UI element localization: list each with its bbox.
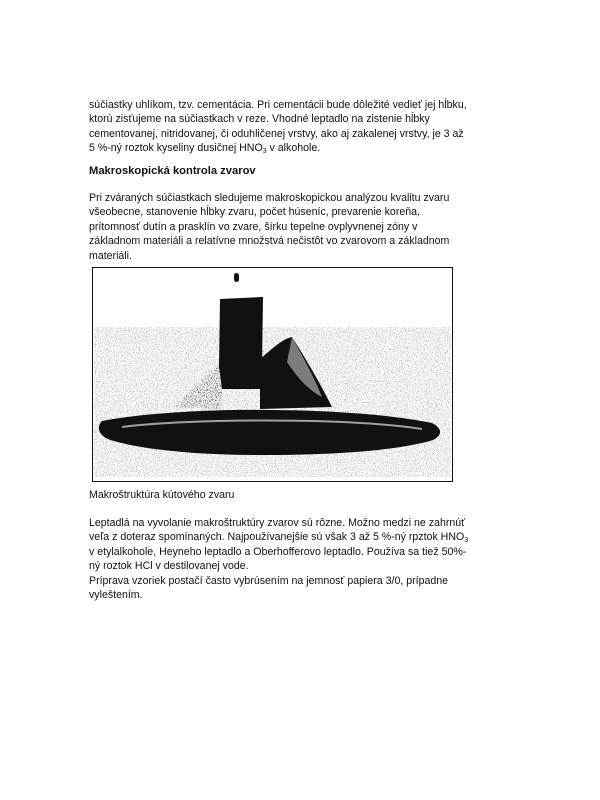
figure-caption: Makroštruktúra kútového zvaru bbox=[89, 489, 235, 501]
text-line: súčiastky uhlíkom, tzv. cementácia. Pri cementácii bude dôležité vedieť jej hĺbku, bbox=[89, 99, 467, 111]
text-line: Príprava vzoriek postačí často vybrúsením na jemnosť papiera 3/0, prípadne bbox=[89, 574, 449, 587]
paragraph-weld-analysis bbox=[89, 191, 529, 263]
text-line: materiáli. bbox=[89, 249, 132, 262]
text-line: Pri zváraných súčiastkach sledujeme makroskopickou analýzou kvalitu zvaru bbox=[89, 192, 450, 204]
subscript: 3 bbox=[464, 537, 469, 545]
section-heading: Makroskopická kontrola zvarov bbox=[89, 165, 256, 177]
weld-macrostructure-figure bbox=[92, 267, 453, 482]
text-line: vyleštením. bbox=[89, 589, 143, 602]
text-line: cementovanej, nitridovanej, či oduhličenej vrstvy, ako aj zakalenej vrstvy, je 3 až bbox=[89, 127, 464, 140]
text-line: v etylalkohole, Heyneho leptadlo a Oberhofferovo leptadlo. Používa sa tiež 50%- bbox=[89, 545, 467, 558]
text-line: ktorú zisťujeme na súčiastkach v reze. Vhodné leptadlo na zistenie hĺbky bbox=[89, 113, 430, 126]
weld-macrostructure-image bbox=[92, 267, 453, 482]
text-line: ný roztok HCl v destilovanej vode. bbox=[89, 560, 249, 573]
text-line: prítomnosť dutín a prasklín vo zvare, šírku tepelne ovplyvnenej zóny v bbox=[89, 220, 418, 233]
paragraph-cementation bbox=[89, 98, 529, 156]
text-fragment: 5 %-ný roztok kyseliny dusičnej HNO bbox=[89, 142, 263, 155]
text-line bbox=[89, 530, 529, 544]
text-line: základnom materiáli a relatívne množstvá nečistôt vo zvarovom a základnom bbox=[89, 235, 450, 248]
upright-plate bbox=[219, 297, 263, 389]
text-line bbox=[89, 141, 529, 155]
text-fragment: v alkohole. bbox=[266, 142, 321, 155]
paragraph-etchants bbox=[89, 516, 529, 602]
text-fragment: veľa z doteraz spomínaných. Najpoužívanejšie sú však 3 až 5 %-ný rpztok HNO bbox=[89, 531, 465, 544]
subscript: 3 bbox=[262, 148, 267, 156]
specimen-mark bbox=[234, 273, 239, 282]
base-plate bbox=[99, 410, 440, 455]
text-line: všeobecne, stanovenie hĺbky zvaru, počet húseníc, prevarenie koreňa, bbox=[89, 206, 420, 219]
text-line: Leptadlá na vyvolanie makroštruktúry zvarov sú rôzne. Možno medzi ne zahrnúť bbox=[89, 517, 466, 529]
